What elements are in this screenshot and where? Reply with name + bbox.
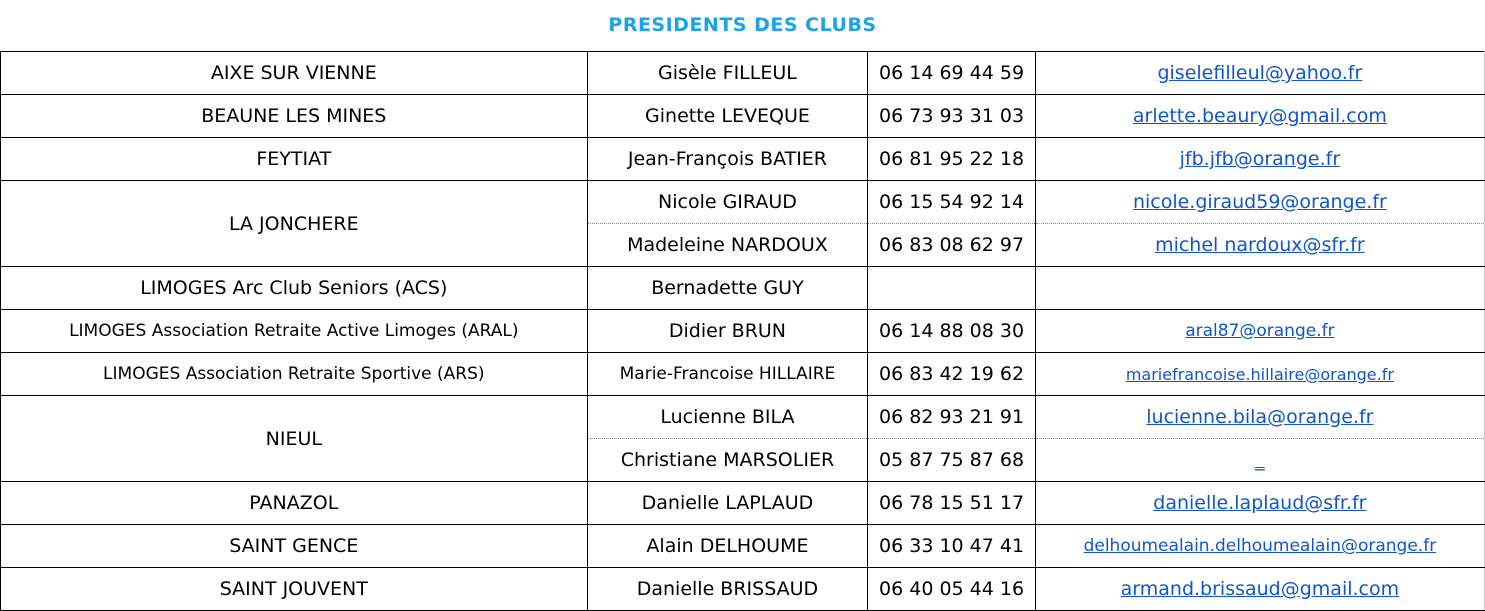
- table-row: [1, 482, 1485, 525]
- table-row: [1, 525, 1485, 568]
- email-link[interactable]: aral87@orange.fr: [1185, 321, 1335, 341]
- club-cell: LA JONCHERE: [1, 181, 588, 267]
- table-row: [1, 138, 1485, 181]
- phone-cell: 06 82 93 21 91: [868, 396, 1035, 439]
- club-cell: LIMOGES Arc Club Seniors (ACS): [1, 267, 588, 310]
- email-link[interactable]: lucienne.bila@orange.fr: [1146, 406, 1374, 428]
- table-row: [1, 396, 1485, 439]
- club-cell: SAINT JOUVENT: [1, 568, 588, 611]
- email-link[interactable]: arlette.beaury@gmail.com: [1132, 105, 1387, 127]
- email-cell: [1035, 95, 1484, 138]
- president-cell: Ginette LEVEQUE: [587, 95, 868, 138]
- email-link[interactable]: jfb.jfb@orange.fr: [1179, 148, 1341, 170]
- club-cell: LIMOGES Association Retraite Sportive (ARS): [1, 353, 588, 396]
- email-cell: [1035, 52, 1484, 95]
- table-row: [1, 95, 1485, 138]
- phone-cell: 05 87 75 87 68: [868, 439, 1035, 482]
- president-cell: Bernadette GUY: [587, 267, 868, 310]
- email-link[interactable]: delhoumealain.delhoumealain@orange.fr: [1083, 536, 1437, 556]
- phone-cell: 06 83 08 62 97: [868, 224, 1035, 267]
- email-cell: [1035, 396, 1484, 439]
- president-cell: Danielle BRISSAUD: [587, 568, 868, 611]
- email-cell: [1035, 310, 1484, 353]
- president-cell: Gisèle FILLEUL: [587, 52, 868, 95]
- phone-cell: 06 33 10 47 41: [868, 525, 1035, 568]
- email-link[interactable]: mariefrancoise.hillaire@orange.fr: [1125, 364, 1394, 384]
- club-cell: BEAUNE LES MINES: [1, 95, 588, 138]
- email-link[interactable]: _: [1255, 449, 1265, 471]
- table-row: [1, 181, 1485, 224]
- email-cell: [1035, 138, 1484, 181]
- president-cell: Didier BRUN: [587, 310, 868, 353]
- email-cell: [1035, 353, 1484, 396]
- club-cell: NIEUL: [1, 396, 588, 482]
- email-link[interactable]: danielle.laplaud@sfr.fr: [1153, 492, 1367, 514]
- club-cell: PANAZOL: [1, 482, 588, 525]
- phone-cell: 06 15 54 92 14: [868, 181, 1035, 224]
- email-cell: [1035, 181, 1484, 224]
- email-cell: [1035, 525, 1484, 568]
- table-row: [1, 568, 1485, 611]
- email-link[interactable]: armand.brissaud@gmail.com: [1120, 578, 1400, 600]
- email-link[interactable]: michel nardoux@sfr.fr: [1155, 234, 1365, 256]
- president-cell: Jean-François BATIER: [587, 138, 868, 181]
- phone-cell: 06 78 15 51 17: [868, 482, 1035, 525]
- president-cell: Marie-Francoise HILLAIRE: [587, 353, 868, 396]
- phone-cell: 06 40 05 44 16: [868, 568, 1035, 611]
- club-cell: SAINT GENCE: [1, 525, 588, 568]
- table-row: [1, 310, 1485, 353]
- president-cell: Nicole GIRAUD: [587, 181, 868, 224]
- phone-cell: 06 14 88 08 30: [868, 310, 1035, 353]
- table-row: [1, 52, 1485, 95]
- phone-cell: 06 83 42 19 62: [868, 353, 1035, 396]
- email-link[interactable]: nicole.giraud59@orange.fr: [1132, 191, 1387, 213]
- phone-cell: 06 14 69 44 59: [868, 52, 1035, 95]
- president-cell: Alain DELHOUME: [587, 525, 868, 568]
- phone-cell: 06 81 95 22 18: [868, 138, 1035, 181]
- president-cell: Christiane MARSOLIER: [587, 439, 868, 482]
- email-cell: [1035, 224, 1484, 267]
- email-cell: [1035, 267, 1484, 310]
- page-title: PRESIDENTS DES CLUBS: [608, 14, 877, 36]
- club-cell: FEYTIAT: [1, 138, 588, 181]
- email-cell: [1035, 568, 1484, 611]
- president-cell: Lucienne BILA: [587, 396, 868, 439]
- club-cell: AIXE SUR VIENNE: [1, 52, 588, 95]
- email-cell: [1035, 439, 1484, 482]
- email-link[interactable]: giselefilleul@yahoo.fr: [1157, 62, 1363, 84]
- president-cell: Madeleine NARDOUX: [587, 224, 868, 267]
- presidents-table: [0, 51, 1485, 611]
- email-cell: [1035, 482, 1484, 525]
- president-cell: Danielle LAPLAUD: [587, 482, 868, 525]
- phone-cell: 06 73 93 31 03: [868, 95, 1035, 138]
- phone-cell: [868, 267, 1035, 310]
- table-row: [1, 267, 1485, 310]
- table-row: [1, 353, 1485, 396]
- club-cell: LIMOGES Association Retraite Active Limoges (ARAL): [1, 310, 588, 353]
